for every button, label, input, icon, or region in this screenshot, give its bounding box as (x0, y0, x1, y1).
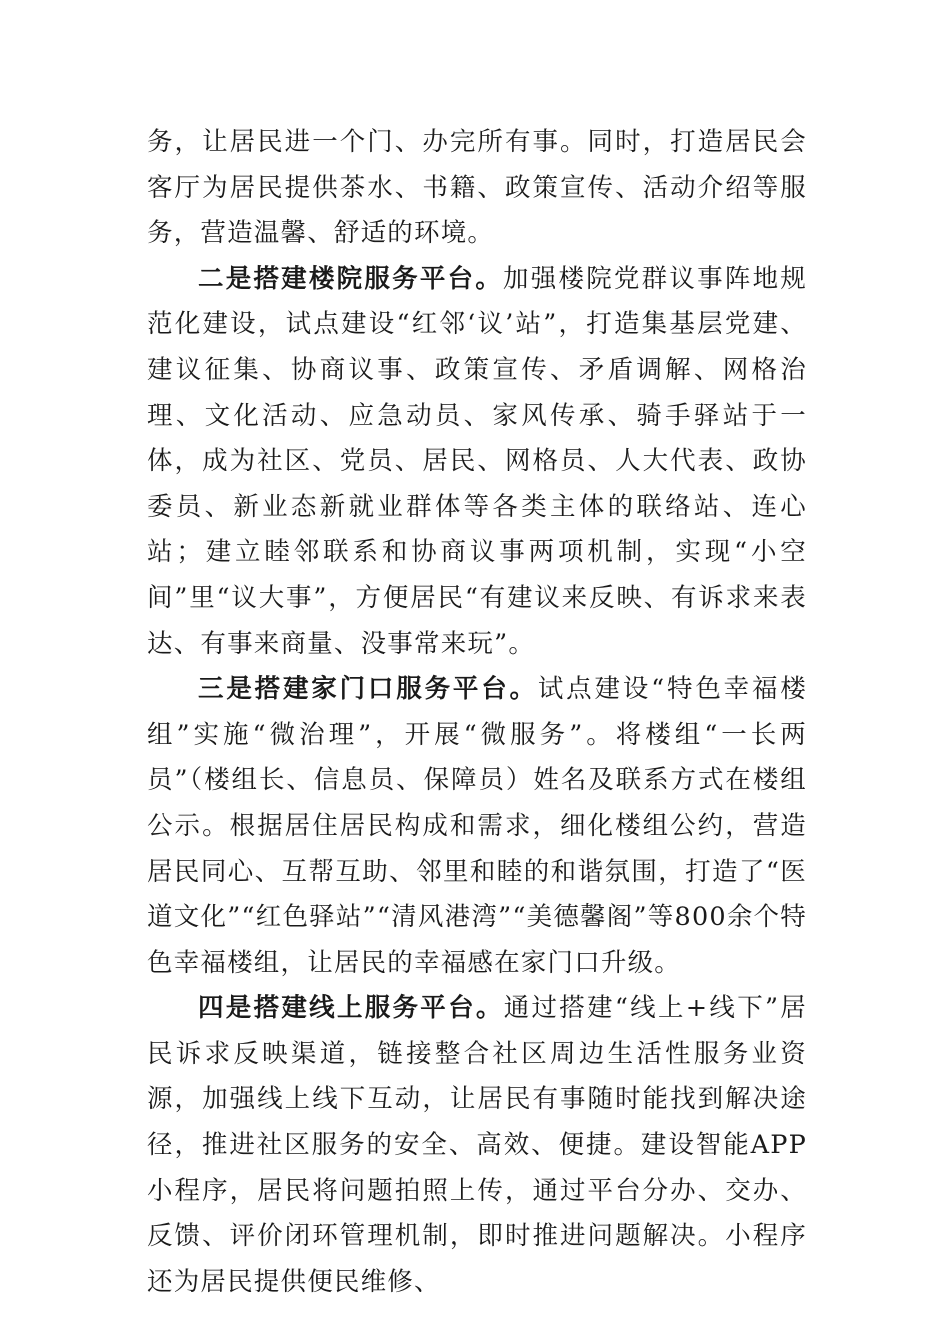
paragraph-heading: 四是搭建线上服务平台。 (198, 993, 504, 1024)
paragraph-text: 务，让居民进一个门、办完所有事。同时，打造居民会客厅为居民提供茶水、书籍、政策宣传、活动介绍等服务，营造温馨、舒适的环境。 (147, 127, 807, 249)
paragraph-online-platform (147, 986, 807, 1305)
paragraph-doorstep-platform (147, 667, 807, 986)
paragraph-heading: 二是搭建楼院服务平台。 (198, 263, 504, 294)
paragraph-continuation (147, 120, 807, 257)
paragraph-text: 试点建设“特色幸福楼组”实施“微治理”，开展“微服务”。将楼组“一长两员”（楼组长、信息员、保障员）姓名及联系方式在楼组公示。根据居住居民构成和需求，细化楼组公约，营造居民同心、互帮互助、邻里和睦的和谐氛围，打造了“医道文化”“红色驿站”“清风港湾”“美德馨阁”等800余个特色幸福楼组，让居民的幸福感在家门口升级。 (147, 674, 807, 978)
body-text (147, 120, 807, 1305)
paragraph-building-courtyard-platform (147, 257, 807, 667)
paragraph-heading: 三是搭建家门口服务平台。 (198, 674, 538, 705)
paragraph-text: 通过搭建“线上+线下”居民诉求反映渠道，链接整合社区周边生活性服务业资源，加强线上线下互动，让居民有事随时能找到解决途径，推进社区服务的安全、高效、便捷。建设智能APP小程序，居民将问题拍照上传，通过平台分办、交办、反馈、评价闭环管理机制，即时推进问题解决。小程序还为居民提供便民维修、 (147, 993, 808, 1297)
paragraph-text: 加强楼院党群议事阵地规范化建设，试点建设“红邻‘议’站”，打造集基层党建、建议征集、协商议事、政策宣传、矛盾调解、网格治理、文化活动、应急动员、家风传承、骑手驿站于一体，成为社区、党员、居民、网格员、人大代表、政协委员、新业态新就业群体等各类主体的联络站、连心站；建立睦邻联系和协商议事两项机制，实现“小空间”里“议大事”，方便居民“有建议来反映、有诉求来表达、有事来商量、没事常来玩”。 (147, 263, 807, 659)
